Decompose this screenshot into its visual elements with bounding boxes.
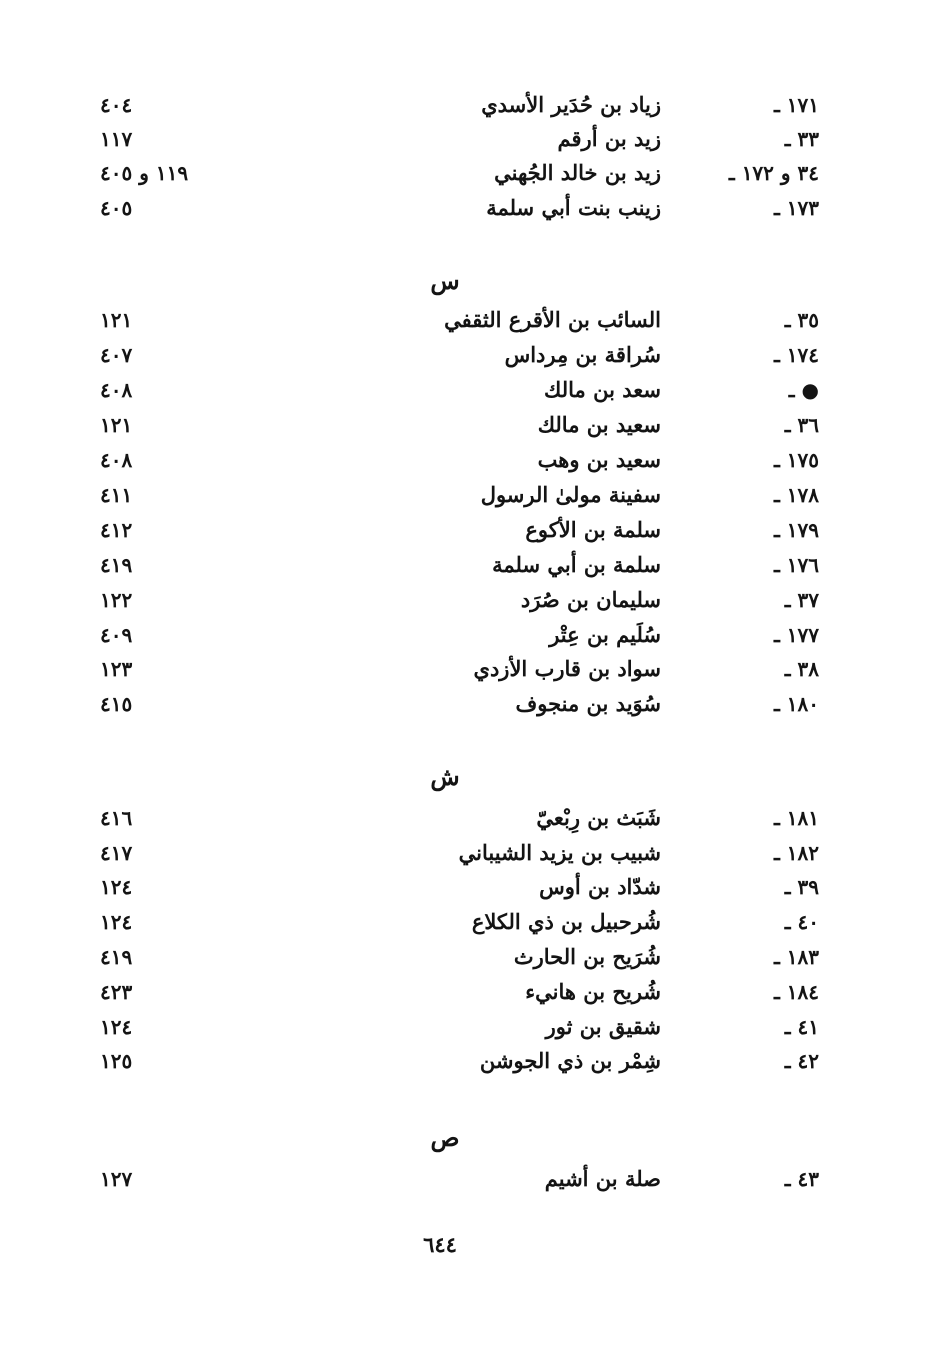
entry-name: زيد بن خالد الجُهني [494, 160, 661, 185]
entry-page: ١٢٢ [100, 588, 133, 612]
index-entry [0, 548, 941, 582]
entry-name: السائب بن الأقرع الثقفي [444, 307, 661, 332]
index-entry [0, 975, 941, 1009]
entry-page: ٤٢٣ [100, 980, 133, 1004]
entry-page: ١٢١ [100, 308, 133, 332]
section-letter-heading: س [430, 266, 460, 295]
entry-number: ٣٩ ـ [784, 875, 819, 899]
index-entry [0, 443, 941, 477]
section-letter-heading: ص [430, 1123, 460, 1152]
entry-number: ٣٥ ـ [784, 308, 819, 332]
entry-number: ٣٣ ـ [784, 127, 819, 151]
entry-page: ١١٧ [100, 127, 133, 151]
index-entry [0, 373, 941, 407]
entry-name: زياد بن حُدَير الأسدي [481, 92, 661, 117]
entry-page: ٤٠٤ [100, 93, 133, 117]
index-entry [0, 513, 941, 547]
entry-name: شقيق بن ثور [545, 1014, 661, 1039]
entry-number: ١٧٧ ـ [773, 623, 819, 647]
entry-page: ١٢٣ [100, 657, 133, 681]
entry-name: زيد بن أرقم [557, 126, 661, 151]
entry-name: سفينة مولىٰ الرسول [480, 482, 661, 507]
entry-page: ٤٠٧ [100, 343, 133, 367]
entry-number: ١٧٥ ـ [773, 448, 819, 472]
entry-number: ● ـ [788, 378, 819, 402]
index-entry [0, 940, 941, 974]
entry-number: ١٧٦ ـ [773, 553, 819, 577]
entry-number: ١٧٨ ـ [773, 483, 819, 507]
entry-number: ١٨٤ ـ [773, 980, 819, 1004]
entry-number: ٤١ ـ [784, 1015, 819, 1039]
entry-page: ١٢١ [100, 413, 133, 437]
entry-page: ٤١٥ [100, 692, 133, 716]
entry-page: ٤١٢ [100, 518, 133, 542]
entry-name: سعيد بن مالك [537, 412, 661, 437]
entry-number: ١٨٣ ـ [773, 945, 819, 969]
entry-name: شُريح بن هانيء [525, 979, 661, 1004]
entry-name: شُرحبيل بن ذي الكلاع [471, 909, 661, 934]
entry-name: شُرَيح بن الحارث [513, 944, 661, 969]
index-entry [0, 618, 941, 652]
entry-page: ١٢٧ [100, 1167, 133, 1191]
index-entry [0, 408, 941, 442]
index-entry [0, 652, 941, 686]
entry-name: سلمة بن أبي سلمة [492, 552, 661, 577]
entry-name: سليمان بن صُرَد [520, 587, 661, 612]
entry-page: ٤٠٩ [100, 623, 133, 647]
index-entry [0, 1044, 941, 1078]
entry-page: ٤١٩ [100, 553, 133, 577]
entry-number: ٣٧ ـ [784, 588, 819, 612]
entry-page: ١٢٤ [100, 910, 133, 934]
index-entry [0, 191, 941, 225]
entry-name: شدّاد بن أوس [539, 874, 661, 899]
index-entry [0, 156, 941, 190]
entry-page: ١٢٥ [100, 1049, 133, 1073]
entry-name: شِمْر بن ذي الجوشن [479, 1048, 661, 1073]
entry-page: ٤٠٨ [100, 448, 133, 472]
entry-name: سعد بن مالك [544, 377, 661, 402]
index-entry [0, 478, 941, 512]
entry-name: سُراقة بن مِرداس [504, 342, 661, 367]
entry-number: ١٧١ ـ [773, 93, 819, 117]
entry-number: ١٧٣ ـ [773, 196, 819, 220]
entry-number: ٤٢ ـ [784, 1049, 819, 1073]
index-entry [0, 338, 941, 372]
index-entry [0, 1162, 941, 1196]
entry-number: ١٨٢ ـ [773, 841, 819, 865]
entry-number: ١٧٩ ـ [773, 518, 819, 542]
entry-name: شبيب بن يزيد الشيباني [458, 840, 661, 865]
index-entry [0, 88, 941, 122]
entry-number: ١٨٠ ـ [773, 692, 819, 716]
entry-page: ٤١٩ [100, 945, 133, 969]
index-entry [0, 583, 941, 617]
entry-page: ١١٩ و ٤٠٥ [100, 161, 189, 185]
entry-page: ٤١٦ [100, 806, 133, 830]
index-entry [0, 905, 941, 939]
entry-name: سُوَيد بن منجوف [515, 691, 661, 716]
index-entry [0, 687, 941, 721]
entry-name: سعيد بن وهب [537, 447, 661, 472]
index-entry [0, 122, 941, 156]
index-entry [0, 801, 941, 835]
entry-number: ١٨١ ـ [773, 806, 819, 830]
page-number: ٦٤٤ [423, 1232, 457, 1257]
entry-page: ١٢٤ [100, 875, 133, 899]
entry-page: ١٢٤ [100, 1015, 133, 1039]
entry-page: ٤١١ [100, 483, 133, 507]
entry-page: ٤٠٨ [100, 378, 133, 402]
entry-name: شَبَث بن رِبْعيّ [536, 805, 661, 830]
entry-name: سلمة بن الأكوع [525, 517, 661, 542]
entry-name: زينب بنت أبي سلمة [486, 195, 661, 220]
entry-page: ٤٠٥ [100, 196, 133, 220]
entry-number: ٤٣ ـ [784, 1167, 819, 1191]
entry-number: ٤٠ ـ [784, 910, 819, 934]
section-letter-heading: ش [430, 762, 460, 791]
entry-name: سُلَيم بن عِتْر [549, 622, 661, 647]
entry-number: ٣٨ ـ [784, 657, 819, 681]
entry-number: ١٧٤ ـ [773, 343, 819, 367]
entry-name: صلة بن أشيم [544, 1166, 661, 1191]
entry-page: ٤١٧ [100, 841, 133, 865]
entry-number: ٣٦ ـ [784, 413, 819, 437]
entry-number: ٣٤ و ١٧٢ ـ [728, 161, 819, 185]
index-entry [0, 1010, 941, 1044]
index-entry [0, 303, 941, 337]
index-entry [0, 836, 941, 870]
index-entry [0, 870, 941, 904]
entry-name: سواد بن قارب الأزدي [473, 656, 661, 681]
